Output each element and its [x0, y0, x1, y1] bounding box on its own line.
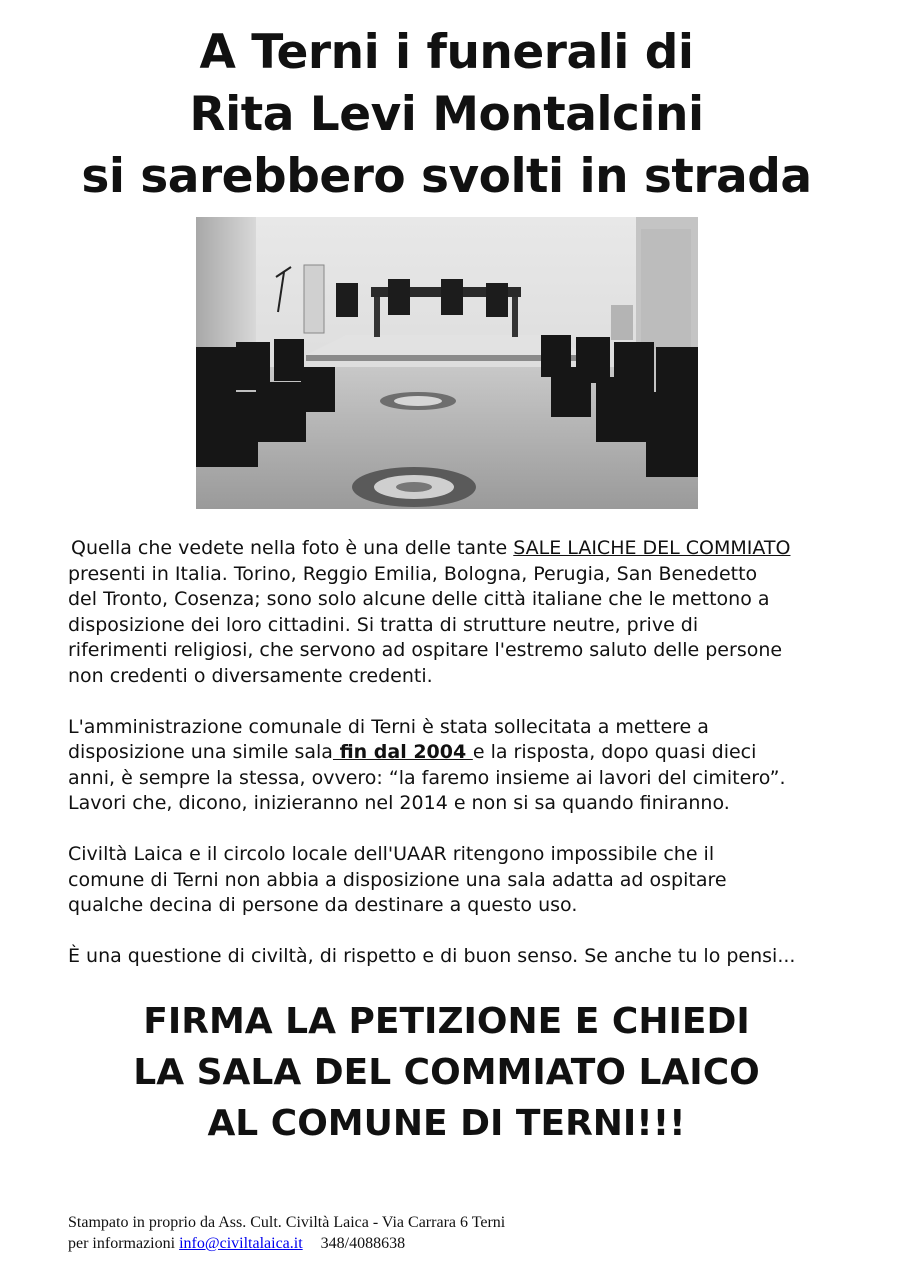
paragraph3-line1: Civiltà Laica e il circolo locale dell'UAAR ritengono impossibile che il: [68, 843, 715, 865]
paragraph1-line5: riferimenti religiosi, che servono ad ospitare l'estremo saluto delle persone: [68, 639, 783, 661]
paragraph1-line6: non credenti o diversamente credenti.: [68, 664, 433, 687]
paragraph2-line3: anni, è sempre la stessa, ovvero: “la faremo insieme ai lavori del cimitero”.: [68, 766, 786, 789]
photo-illustration: [196, 217, 698, 509]
cta-line-1: FIRMA LA PETIZIONE E CHIEDI: [143, 1001, 750, 1042]
paragraph2-line4: Lavori che, dicono, inizieranno nel 2014 e non si sa quando finiranno.: [68, 792, 730, 814]
paragraph1-line4: disposizione dei loro cittadini. Si tratta di strutture neutre, prive di: [68, 613, 699, 636]
chapel-room-photo: [196, 217, 698, 509]
title-line-2: Rita Levi Montalcini: [189, 87, 704, 142]
paragraph1-line3: del Tronto, Cosenza; sono solo alcune delle città italiane che le mettono a: [68, 588, 770, 610]
phone-number: 348/4088638: [320, 1235, 406, 1252]
fin-dal-2004-emphasis: fin dal 2004: [332, 741, 473, 763]
paragraph-sale-laiche: [68, 536, 858, 689]
poster-title: [0, 22, 893, 208]
paragraph-amministrazione: [68, 715, 858, 817]
footer-contact-label: per informazioni: [68, 1235, 180, 1252]
sale-laiche-link[interactable]: SALE LAICHE DEL COMMIATO: [513, 537, 791, 559]
cta-line-3: AL COMUNE DI TERNI!!!: [207, 1103, 686, 1144]
paragraph3-line2: comune di Terni non abbia a disposizione una sala adatta ad ospitare: [68, 868, 727, 891]
paragraph2-line2-post: e la risposta, dopo quasi dieci: [472, 741, 757, 763]
paragraph2-line2: [68, 740, 858, 766]
email-link[interactable]: info@civiltalaica.it: [179, 1235, 303, 1252]
paragraph1-line2: presenti in Italia. Torino, Reggio Emilia, Bologna, Perugia, San Benedetto: [68, 562, 758, 585]
title-line-3: si sarebbero svolti in strada: [81, 149, 812, 204]
footer-contact: [68, 1233, 505, 1254]
footer: [68, 1212, 505, 1254]
paragraph2-line2-pre: disposizione una simile sala: [68, 741, 333, 763]
paragraph3-line3: qualche decina di persone da destinare a questo uso.: [68, 894, 578, 916]
footer-printed-by: Stampato in proprio da Ass. Cult. Civiltà Laica - Via Carrara 6 Terni: [68, 1214, 506, 1231]
paragraph1-line1-text: Quella che vedete nella foto è una delle tante: [71, 537, 514, 559]
paragraph4-line1: È una questione di civiltà, di rispetto e di buon senso. Se anche tu lo pensi...: [68, 945, 796, 967]
paragraph2-line1: L'amministrazione comunale di Terni è stata sollecitata a mettere a: [68, 715, 709, 738]
cta-line-2: LA SALA DEL COMMIATO LAICO: [133, 1052, 760, 1093]
call-to-action: [0, 996, 893, 1149]
body-text: [68, 536, 858, 995]
paragraph-uaar: [68, 842, 858, 919]
paragraph1-line1: [68, 536, 858, 562]
title-line-1: A Terni i funerali di: [199, 25, 694, 80]
paragraph-civilta: [68, 944, 858, 970]
